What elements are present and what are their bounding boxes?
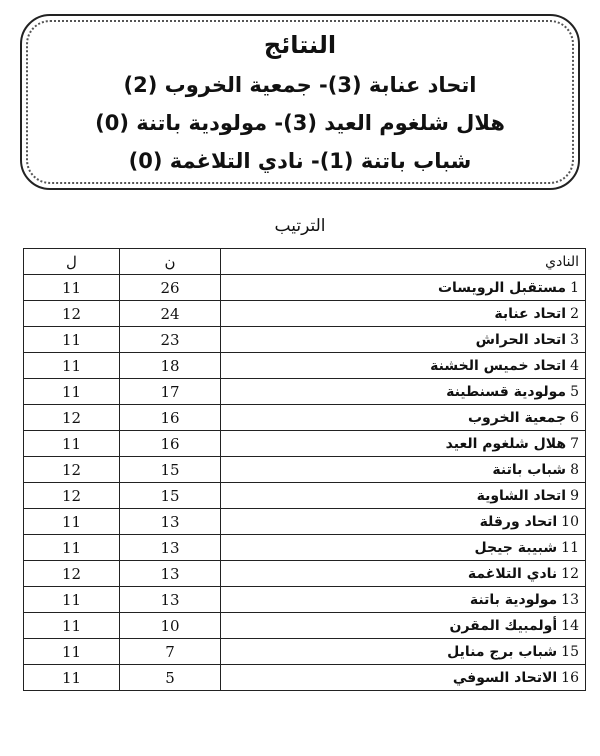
club-name: اتحاد الشاوية bbox=[476, 487, 567, 504]
cell-club bbox=[221, 275, 586, 301]
cell-n: 13 bbox=[120, 587, 221, 613]
cell-club bbox=[221, 483, 586, 509]
standings-body bbox=[24, 275, 586, 691]
rank-number: 6 bbox=[570, 409, 579, 426]
rank-number: 12 bbox=[561, 565, 579, 582]
table-row bbox=[24, 301, 586, 327]
club-name: مولودية باتنة bbox=[469, 591, 558, 608]
cell-club bbox=[221, 639, 586, 665]
rank-number: 1 bbox=[570, 279, 579, 296]
club-name: نادي التلاغمة bbox=[467, 565, 558, 582]
cell-n: 17 bbox=[120, 379, 221, 405]
rank-number: 3 bbox=[570, 331, 579, 348]
cell-club bbox=[221, 405, 586, 431]
table-row bbox=[24, 457, 586, 483]
cell-l: 11 bbox=[24, 275, 120, 301]
header-l: ل bbox=[24, 249, 120, 275]
rank-number: 11 bbox=[561, 539, 579, 556]
cell-l: 11 bbox=[24, 587, 120, 613]
results-content bbox=[22, 30, 578, 180]
club-name: اتحاد الحراش bbox=[475, 331, 567, 348]
ranking-title: الترتيب bbox=[274, 216, 326, 236]
table-row bbox=[24, 587, 586, 613]
rank-number: 4 bbox=[570, 357, 579, 374]
cell-club bbox=[221, 431, 586, 457]
results-box bbox=[20, 14, 580, 190]
cell-club bbox=[221, 353, 586, 379]
club-name: جمعية الخروب bbox=[467, 409, 567, 426]
cell-club bbox=[221, 535, 586, 561]
rank-number: 16 bbox=[561, 669, 579, 686]
rank-number: 9 bbox=[570, 487, 579, 504]
table-row bbox=[24, 327, 586, 353]
club-name: اتحاد خميس الخشنة bbox=[430, 357, 567, 374]
cell-l: 11 bbox=[24, 353, 120, 379]
cell-n: 26 bbox=[120, 275, 221, 301]
club-name: شبيبة جيجل bbox=[474, 539, 558, 556]
cell-n: 15 bbox=[120, 483, 221, 509]
rank-number: 10 bbox=[561, 513, 579, 530]
cell-n: 16 bbox=[120, 431, 221, 457]
result-line-2: هلال شلغوم العيد (3)- مولودية باتنة (0) bbox=[95, 111, 505, 135]
club-name: أولمبيك المقرن bbox=[449, 617, 558, 634]
rank-number: 14 bbox=[561, 617, 579, 634]
table-header-row bbox=[24, 249, 586, 275]
cell-club bbox=[221, 457, 586, 483]
cell-l: 11 bbox=[24, 535, 120, 561]
club-name: الاتحاد السوفي bbox=[452, 669, 558, 686]
table-row bbox=[24, 483, 586, 509]
header-club: النادي bbox=[221, 249, 586, 275]
cell-club bbox=[221, 379, 586, 405]
cell-l: 12 bbox=[24, 457, 120, 483]
table-row bbox=[24, 509, 586, 535]
table-row bbox=[24, 353, 586, 379]
cell-club bbox=[221, 301, 586, 327]
table-row bbox=[24, 379, 586, 405]
cell-n: 23 bbox=[120, 327, 221, 353]
rank-number: 15 bbox=[561, 643, 579, 660]
cell-club bbox=[221, 509, 586, 535]
table-row bbox=[24, 561, 586, 587]
table-row bbox=[24, 431, 586, 457]
standings-table bbox=[23, 248, 586, 691]
table-row bbox=[24, 405, 586, 431]
cell-l: 11 bbox=[24, 327, 120, 353]
cell-l: 11 bbox=[24, 431, 120, 457]
club-name: اتحاد عنابة bbox=[494, 305, 567, 322]
cell-n: 24 bbox=[120, 301, 221, 327]
cell-n: 13 bbox=[120, 535, 221, 561]
table-row bbox=[24, 535, 586, 561]
club-name: مستقبل الرويسات bbox=[437, 279, 567, 296]
cell-n: 10 bbox=[120, 613, 221, 639]
cell-n: 5 bbox=[120, 665, 221, 691]
table-row bbox=[24, 275, 586, 301]
cell-n: 7 bbox=[120, 639, 221, 665]
rank-number: 5 bbox=[570, 383, 579, 400]
rank-number: 2 bbox=[570, 305, 579, 322]
rank-number: 13 bbox=[561, 591, 579, 608]
results-title: النتائج bbox=[263, 31, 337, 59]
cell-l: 11 bbox=[24, 639, 120, 665]
club-name: شباب برج منايل bbox=[447, 643, 558, 660]
cell-n: 15 bbox=[120, 457, 221, 483]
cell-n: 18 bbox=[120, 353, 221, 379]
cell-l: 11 bbox=[24, 379, 120, 405]
club-name: هلال شلغوم العيد bbox=[445, 435, 567, 452]
cell-l: 11 bbox=[24, 665, 120, 691]
rank-number: 7 bbox=[570, 435, 579, 452]
result-line-1: اتحاد عنابة (3)- جمعية الخروب (2) bbox=[123, 73, 477, 97]
club-name: مولودية قسنطينة bbox=[446, 383, 567, 400]
cell-l: 12 bbox=[24, 301, 120, 327]
club-name: شباب باتنة bbox=[492, 461, 567, 478]
cell-n: 13 bbox=[120, 509, 221, 535]
header-n: ن bbox=[120, 249, 221, 275]
table-row bbox=[24, 639, 586, 665]
cell-l: 12 bbox=[24, 483, 120, 509]
cell-club bbox=[221, 587, 586, 613]
cell-l: 12 bbox=[24, 561, 120, 587]
cell-club bbox=[221, 561, 586, 587]
result-line-3: شباب باتنة (1)- نادي التلاغمة (0) bbox=[128, 149, 472, 173]
cell-club bbox=[221, 327, 586, 353]
rank-number: 8 bbox=[570, 461, 579, 478]
cell-l: 11 bbox=[24, 613, 120, 639]
cell-l: 12 bbox=[24, 405, 120, 431]
cell-n: 13 bbox=[120, 561, 221, 587]
club-name: اتحاد ورقلة bbox=[479, 513, 558, 530]
table-row bbox=[24, 613, 586, 639]
cell-l: 11 bbox=[24, 509, 120, 535]
cell-n: 16 bbox=[120, 405, 221, 431]
cell-club bbox=[221, 665, 586, 691]
table-row bbox=[24, 665, 586, 691]
cell-club bbox=[221, 613, 586, 639]
